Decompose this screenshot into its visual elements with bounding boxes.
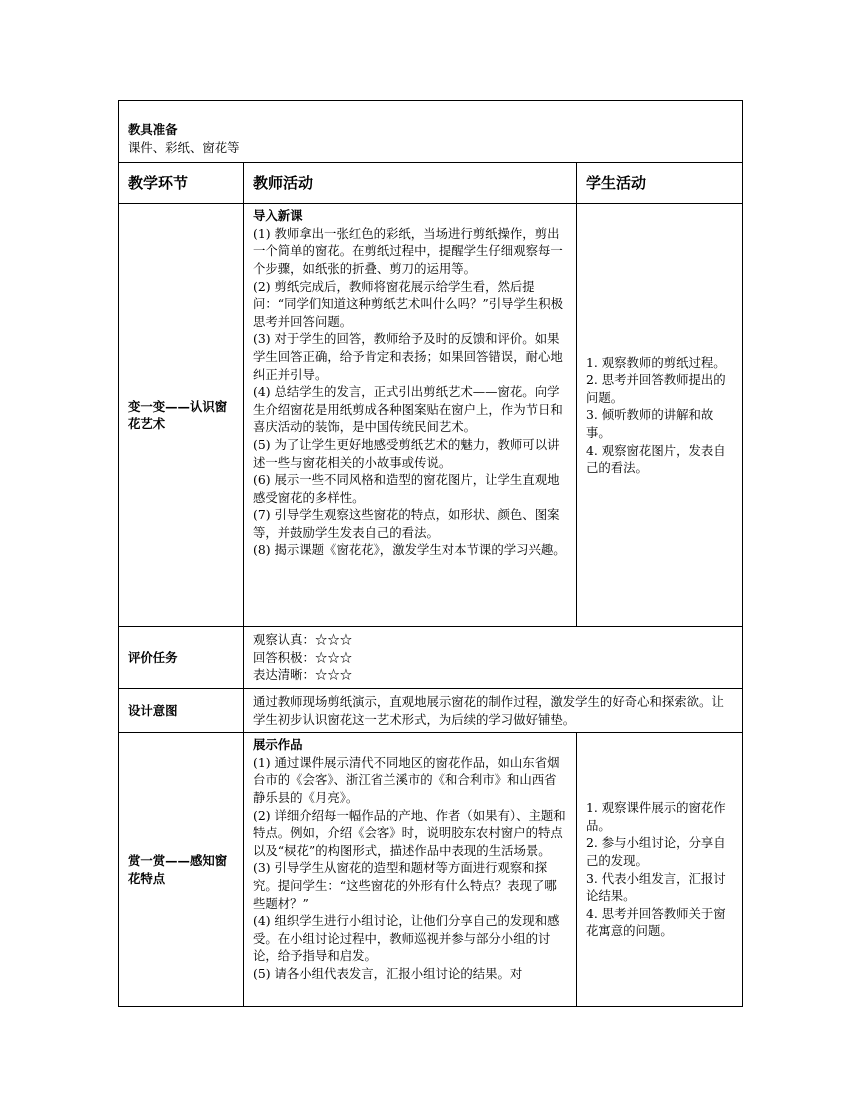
student-item: 4. 观察窗花图片，发表自己的看法。 bbox=[586, 442, 726, 476]
section1-stage: 变一变——认识窗花艺术 bbox=[119, 204, 244, 627]
student-item: 1. 观察课件展示的窗花作品。 bbox=[586, 800, 726, 833]
student-item: 3. 倾听教师的讲解和故事。 bbox=[586, 407, 714, 440]
materials-content: 课件、彩纸、窗花等 bbox=[128, 139, 240, 155]
teacher-item: (6) 展示一些不同风格和造型的窗花图片，让学生直观地感受窗花的多样性。 bbox=[253, 472, 560, 505]
header-student: 学生活动 bbox=[577, 163, 743, 204]
student-item: 3. 代表小组发言，汇报讨论结果。 bbox=[586, 870, 726, 904]
student-item: 1. 观察教师的剪纸过程。 bbox=[586, 354, 726, 370]
design-stage: 设计意图 bbox=[119, 688, 244, 732]
section2-row bbox=[119, 733, 743, 1007]
section1-teacher-cell bbox=[244, 204, 577, 627]
design-row bbox=[119, 688, 743, 732]
teacher-item: (8) 揭示课题《窗花花》，激发学生对本节课的学习兴趣。 bbox=[253, 542, 566, 558]
teacher-item: (2) 详细介绍每一幅作品的产地、作者（如果有）、主题和特点。例如，介绍《会客》时，说明胶东农村窗户的特点以及“棂花”的构图形式，描述作品中表现的生活场景。 bbox=[253, 807, 566, 858]
teacher-item: (4) 总结学生的发言，正式引出剪纸艺术——窗花。向学生介绍窗花是用纸剪成各种图案贴在窗户上，作为节日和喜庆活动的装饰，是中国传统民间艺术。 bbox=[253, 384, 563, 435]
header-teacher: 教师活动 bbox=[244, 163, 577, 204]
teacher-item: (2) 剪纸完成后，教师将窗花展示给学生看，然后提问：“同学们知道这种剪纸艺术叫什么吗？”引导学生积极思考并回答问题。 bbox=[253, 278, 564, 329]
section2-student-cell bbox=[577, 733, 743, 1007]
teacher-item: (4) 组织学生进行小组讨论，让他们分享自己的发现和感受。在小组讨论过程中，教师巡视并参与部分小组的讨论，给予指导和启发。 bbox=[253, 913, 560, 964]
section2-stage: 赏一赏——感知窗花特点 bbox=[119, 733, 244, 1007]
section1-teacher-title: 导入新课 bbox=[253, 208, 303, 224]
student-item: 2. 思考并回答教师提出的问题。 bbox=[586, 372, 726, 405]
materials-cell bbox=[119, 101, 743, 163]
teacher-item: (5) 请各小组代表发言，汇报小组讨论的结果。对 bbox=[253, 965, 523, 981]
section1-row bbox=[119, 204, 743, 627]
evaluation-item: 回答积极：☆☆☆ bbox=[253, 649, 353, 665]
materials-row bbox=[119, 101, 743, 163]
section2-teacher-cell bbox=[244, 733, 577, 1007]
teacher-item: (3) 引导学生从窗花的造型和题材等方面进行观察和探究。提问学生：“这些窗花的外形有什么特点？表现了哪些题材？” bbox=[253, 860, 557, 911]
evaluation-row bbox=[119, 627, 743, 689]
student-item: 4. 思考并回答教师关于窗花寓意的问题。 bbox=[586, 905, 726, 939]
materials-title: 教具准备 bbox=[128, 122, 178, 137]
teacher-item: (1) 教师拿出一张红色的彩纸，当场进行剪纸操作，剪出一个简单的窗花。在剪纸过程中，提醒学生仔细观察每一个步骤，如纸张的折叠、剪刀的运用等。 bbox=[253, 225, 563, 276]
header-row bbox=[119, 163, 743, 204]
evaluation-stage: 评价任务 bbox=[119, 627, 244, 689]
section2-teacher-title: 展示作品 bbox=[253, 737, 303, 753]
teacher-item: (3) 对于学生的回答，教师给予及时的反馈和评价。如果学生回答正确，给予肯定和表扬；如果回答错误，耐心地纠正并引导。 bbox=[253, 331, 563, 382]
header-stage: 教学环节 bbox=[119, 163, 244, 204]
design-content: 通过教师现场剪纸演示，直观地展示窗花的制作过程，激发学生的好奇心和探索欲。让学生初步认识窗花这一艺术形式，为后续的学习做好铺垫。 bbox=[244, 688, 743, 732]
evaluation-item: 表达清晰：☆☆☆ bbox=[253, 667, 353, 683]
evaluation-item: 观察认真：☆☆☆ bbox=[253, 632, 353, 648]
student-item: 2. 参与小组讨论，分享自己的发现。 bbox=[586, 835, 726, 869]
lesson-plan-table bbox=[118, 100, 743, 1007]
evaluation-cell bbox=[244, 627, 743, 689]
teacher-item: (1) 通过课件展示清代不同地区的窗花作品，如山东省烟台市的《会客》、浙江省兰溪市的《和合利市》和山西省静乐县的《月亮》。 bbox=[253, 754, 560, 805]
teacher-item: (5) 为了让学生更好地感受剪纸艺术的魅力，教师可以讲述一些与窗花相关的小故事或传说。 bbox=[253, 436, 560, 470]
section1-student-cell bbox=[577, 204, 743, 627]
teacher-item: (7) 引导学生观察这些窗花的特点，如形状、颜色、图案等，并鼓励学生发表自己的看法。 bbox=[253, 507, 560, 540]
